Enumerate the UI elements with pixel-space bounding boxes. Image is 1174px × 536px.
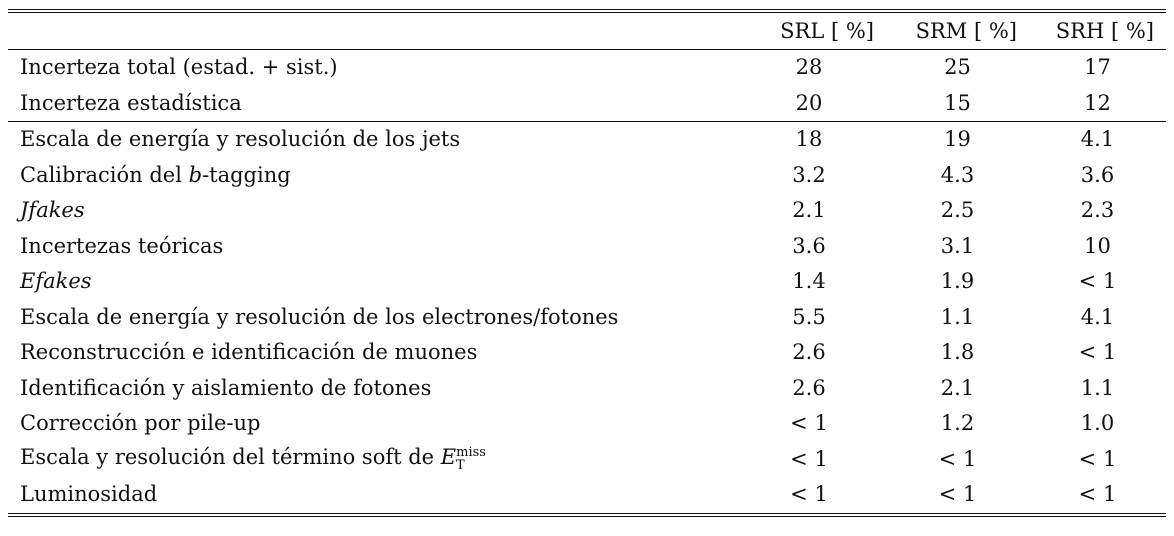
row-value-srh: 2.3: [1080, 198, 1115, 223]
table-row: [8, 371, 1166, 407]
row-label: Incerteza total (estad. + sist.): [20, 55, 338, 80]
row-value-srm: 3.1: [940, 233, 975, 258]
row-value-srl: 2.6: [792, 340, 826, 365]
header-srm: SRM [ %]: [915, 18, 1017, 43]
row-value-srm: 1.1: [940, 304, 975, 329]
header-srl: SRL [ %]: [780, 18, 874, 43]
row-value-srm: 1.2: [940, 411, 975, 436]
table-row: [8, 193, 1166, 229]
table-row: [8, 264, 1166, 300]
row-label: [8, 158, 732, 194]
row-label: [8, 442, 732, 478]
row-value-srl: 28: [795, 55, 823, 80]
uncertainty-table: [8, 9, 1166, 517]
row-label: Luminosidad: [20, 482, 158, 507]
row-value-srl: 2.6: [792, 375, 826, 400]
table-row: [8, 229, 1166, 265]
row-label-math: E: [440, 445, 457, 470]
table-row: [8, 335, 1166, 371]
table-row: [8, 158, 1166, 194]
row-value-srh: < 1: [1078, 446, 1117, 471]
header-row: [8, 13, 1166, 49]
row-label-scripts: [455, 445, 486, 474]
row-value-srh: < 1: [1078, 269, 1117, 294]
row-label-sup: miss: [456, 445, 486, 461]
row-value-srm: 1.9: [940, 269, 975, 294]
table-body: [8, 50, 1166, 513]
row-label-prefix: Escala y resolución del término soft de: [20, 445, 441, 470]
row-value-srl: 18: [732, 122, 886, 158]
row-value-srl: 3.6: [792, 233, 826, 258]
row-value-srl: 20: [795, 90, 823, 115]
row-value-srh: 17: [1084, 55, 1111, 80]
row-value-srm: 1.8: [940, 340, 975, 365]
table-grid: [8, 13, 1166, 49]
table-row: [8, 477, 1166, 513]
row-value-srl: < 1: [790, 411, 828, 436]
row-value-srl: < 1: [790, 446, 828, 471]
row-label: Escala de energía y resolución de los electrones/fotones: [20, 304, 619, 329]
row-label: Jfakes: [20, 198, 85, 223]
table-row: [8, 442, 1166, 478]
header-srh: SRH [ %]: [1055, 18, 1154, 43]
row-value-srm: 2.1: [940, 375, 975, 400]
row-value-srl: 3.2: [792, 162, 826, 187]
row-value-srh: 4.1: [1080, 304, 1115, 329]
row-label: Reconstrucción e identificación de muones: [20, 340, 478, 365]
row-value-srh: < 1: [1078, 482, 1117, 507]
table-row: [8, 406, 1166, 442]
row-value-srh: 3.6: [1080, 162, 1115, 187]
row-label: Efakes: [20, 269, 92, 294]
row-label-math: b: [188, 162, 203, 187]
row-value-srh: 4.1: [1029, 122, 1166, 158]
table-row: [8, 300, 1166, 336]
bottom-rule: [8, 513, 1166, 517]
row-value-srm: 19: [886, 122, 1029, 158]
row-value-srm: < 1: [938, 446, 977, 471]
row-label: Identificación y aislamiento de fotones: [20, 375, 432, 400]
row-label-sub: T: [455, 458, 465, 474]
table-row: [8, 50, 1166, 86]
row-label: Incerteza estadística: [20, 90, 242, 115]
row-value-srm: 15: [944, 90, 971, 115]
row-value-srh: 1.0: [1080, 411, 1115, 436]
row-value-srl: 2.1: [792, 198, 826, 223]
row-label-suffix: -tagging: [202, 162, 291, 187]
row-value-srm: < 1: [938, 482, 977, 507]
row-value-srm: 2.5: [940, 198, 975, 223]
row-value-srh: 1.1: [1080, 375, 1115, 400]
table-row: [8, 122, 1166, 158]
row-value-srm: 4.3: [940, 162, 975, 187]
row-label: Incertezas teóricas: [20, 233, 224, 258]
row-value-srh: < 1: [1078, 340, 1117, 365]
row-label: Corrección por pile-up: [20, 411, 261, 436]
row-label: Escala de energía y resolución de los jets: [8, 122, 732, 158]
header-label: [8, 13, 732, 49]
row-value-srh: 10: [1084, 233, 1111, 258]
row-value-srh: 12: [1084, 90, 1111, 115]
row-label-prefix: Calibración del: [20, 162, 189, 187]
row-value-srm: 25: [944, 55, 971, 80]
table-row: [8, 86, 1166, 122]
row-value-srl: < 1: [790, 482, 828, 507]
row-value-srl: 1.4: [792, 269, 826, 294]
row-value-srl: 5.5: [792, 304, 826, 329]
